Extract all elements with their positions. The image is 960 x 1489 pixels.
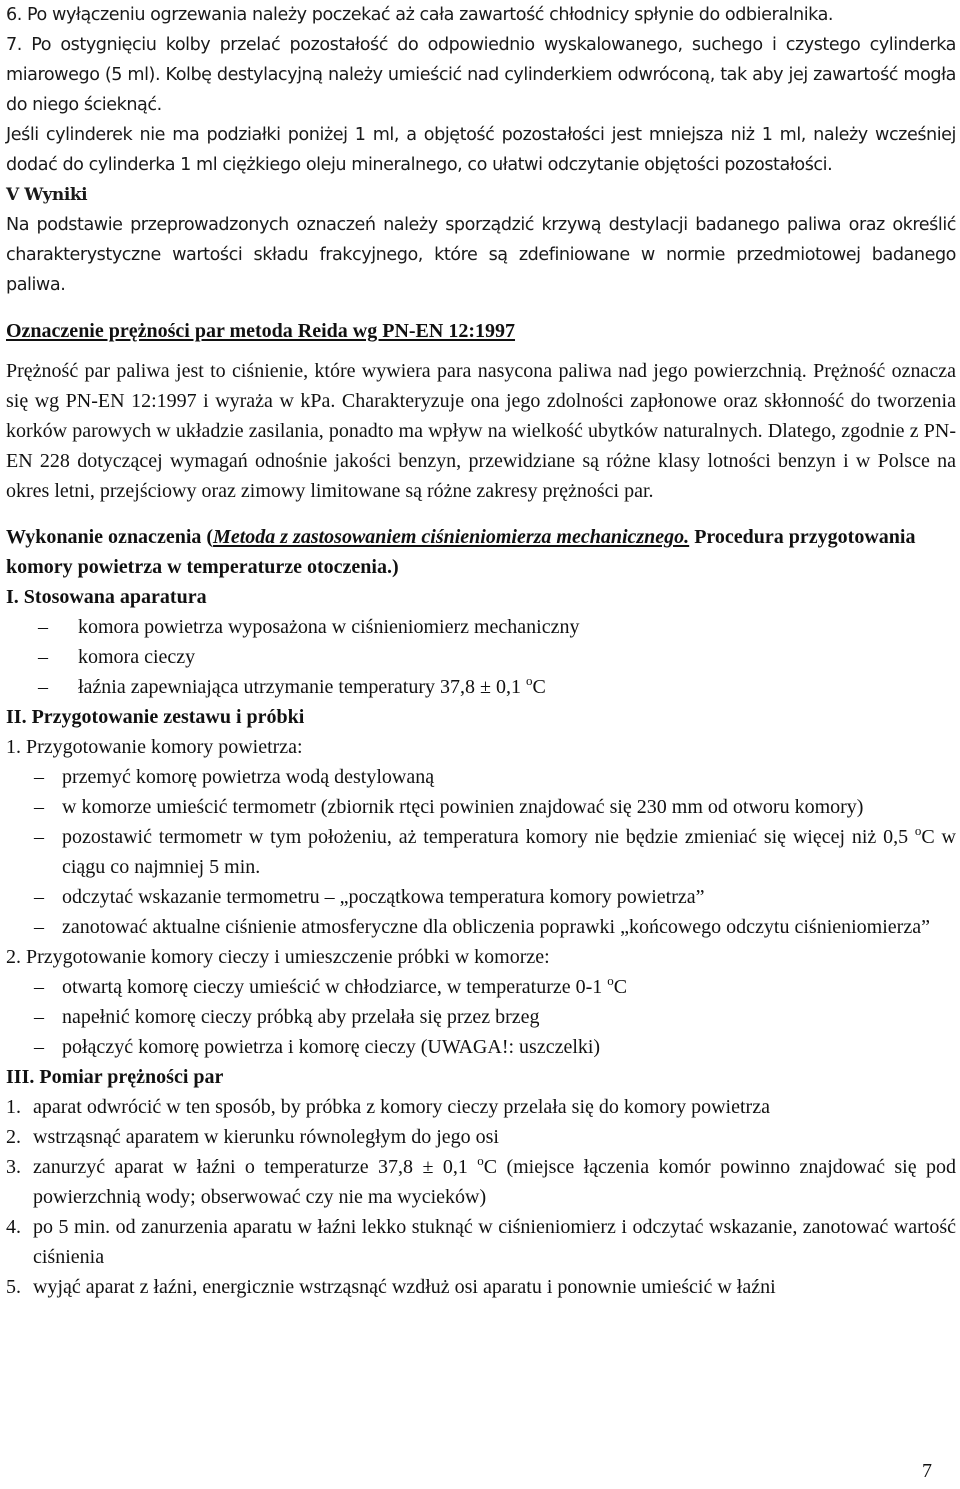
list-item: – komora cieczy <box>6 642 956 672</box>
procedure-heading-end: ) <box>391 556 399 578</box>
dash-bullet-icon: – <box>38 646 48 668</box>
list-item: – komora powietrza wyposażona w ciśnieniomierz mechaniczny <box>6 612 956 642</box>
section3-list <box>6 1092 956 1302</box>
dash-bullet-icon: – <box>34 1006 44 1028</box>
section2-sub1: 1. Przygotowanie komory powietrza: <box>6 736 303 758</box>
dash-bullet-icon: – <box>34 1036 44 1058</box>
section2-sub2-list <box>6 972 956 1062</box>
list-item: – łaźnia zapewniająca utrzymanie temperatury 37,8 ± 0,1 $^o$C <box>6 672 956 702</box>
dash-bullet-icon: – <box>34 916 44 938</box>
procedure-heading-mid: Procedura przygotowania komory powietrza w temperaturze otoczenia. <box>6 526 916 578</box>
results-text: Na podstawie przeprowadzonych oznaczeń należy sporządzić krzywą destylacji badanego paliwa oraz określić charakterystyczne wartości składu frakcyjnego, które są zdefiniowane w normie przedmiotowej badanego paliwa. <box>6 215 956 295</box>
page-number: 7 <box>922 1460 932 1482</box>
intro-item-6: 6. Po wyłączeniu ogrzewania należy poczekać aż cała zawartość chłodnicy spłynie do odbieralnika. <box>6 5 834 25</box>
list-item: 4. po 5 min. od zanurzenia aparatu w łaźni lekko stuknąć w ciśnieniomierz i odczytać wskazanie, zanotować wartość ciśnienia <box>6 1216 956 1268</box>
section3-heading: III. Pomiar prężności par <box>6 1066 224 1088</box>
section1-heading: I. Stosowana aparatura <box>6 586 207 608</box>
list-item: – w komorze umieścić termometr (zbiornik rtęci powinien znajdować się 230 mm od otworu komory) <box>6 792 956 822</box>
list-item: 2. wstrząsnąć aparatem w kierunku równoległym do jego osi <box>6 1126 499 1148</box>
list-item: – odczytać wskazanie termometru – „początkowa temperatura komory powietrza” <box>6 882 956 912</box>
section2-heading: II. Przygotowanie zestawu i próbki <box>6 706 305 728</box>
dash-bullet-icon: – <box>34 886 44 908</box>
procedure-heading <box>6 522 956 582</box>
dash-bullet-icon: – <box>34 796 44 818</box>
list-item: – zanotować aktualne ciśnienie atmosferyczne dla obliczenia poprawki „końcowego odczytu ciśnieniomierza” <box>6 912 956 942</box>
intro-note: Jeśli cylinderek nie ma podziałki poniżej 1 ml, a objętość pozostałości jest mniejsza niż 1 ml, należy wcześniej dodać do cylinderka 1 ml ciężkiego oleju mineralnego, co ułatwi odczytanie objętości pozostałości. <box>6 125 956 175</box>
list-item: 3. zanurzyć aparat w łaźni o temperaturze 37,8 ± 0,1 $^o$C (miejsce łączenia komór powinno znajdować się pod powierzchnią wody; obserwować czy nie ma wycieków) <box>6 1153 956 1208</box>
section1-list <box>6 612 956 702</box>
reid-heading: Oznaczenie prężności par metoda Reida wg PN-EN 12:1997 <box>6 320 516 342</box>
reid-text: Prężność par paliwa jest to ciśnienie, które wywiera para nasycona paliwa nad jego powierzchnią. Prężność oznacza się wg PN-EN 12:1997 i wyraża w kPa. Charakteryzuje ona jego zdolności zapłonowe oraz skłonność do tworzenia korków parowych w układzie zasilania, ponadto ma wpływ na wielkość ubytków naturalnych. Dlatego, zgodnie z PN-EN 228 dotyczącej wymagań odnośnie jakości benzyn, przewidziane są różne klasy lotności benzyn i w Polsce na okres letni, przejściowy oraz zimowy limitowane są różne zakresy prężności par. <box>6 360 956 502</box>
list-item: – otwartą komorę cieczy umieścić w chłodziarce, w temperaturze 0-1 $^o$C <box>6 972 956 1002</box>
dash-bullet-icon: – <box>34 976 44 998</box>
dash-bullet-icon: – <box>34 766 44 788</box>
document-page <box>6 0 956 1302</box>
section2-sub1-list <box>6 762 956 942</box>
dash-bullet-icon: – <box>34 826 44 848</box>
list-item: 5. wyjąć aparat z łaźni, energicznie wstrząsnąć wzdłuż osi aparatu i ponownie umieścić w łaźni <box>6 1276 776 1298</box>
section2-sub2: 2. Przygotowanie komory cieczy i umieszczenie próbki w komorze: <box>6 946 550 968</box>
procedure-heading-start: Wykonanie oznaczenia ( <box>6 526 214 548</box>
list-item: – pozostawić termometr w tym położeniu, aż temperatura komory nie będzie zmieniać się więcej niż 0,5 $^o$C w ciągu co najmniej 5 min. <box>34 823 956 878</box>
list-item: – przemyć komorę powietrza wodą destylowaną <box>6 762 956 792</box>
list-item: 1. aparat odwrócić w ten sposób, by próbka z komory cieczy przelała się do komory powietrza <box>6 1096 770 1118</box>
dash-bullet-icon: – <box>38 616 48 638</box>
dash-bullet-icon: – <box>38 676 48 698</box>
intro-item-7: 7. Po ostygnięciu kolby przelać pozostałość do odpowiednio wyskalowanego, suchego i czystego cylinderka miarowego (5 ml). Kolbę destylacyjną należy umieścić nad cylinderkiem odwróconą, tak aby jej zawartość mogła do niego ścieknąć. <box>6 35 956 115</box>
list-item: – napełnić komorę cieczy próbką aby przelała się przez brzeg <box>6 1002 956 1032</box>
results-heading: V Wyniki <box>6 185 88 205</box>
list-item: – połączyć komorę powietrza i komorę cieczy (UWAGA!: uszczelki) <box>6 1032 956 1062</box>
procedure-heading-italic: Metoda z zastosowaniem ciśnieniomierza mechanicznego. <box>213 526 690 548</box>
